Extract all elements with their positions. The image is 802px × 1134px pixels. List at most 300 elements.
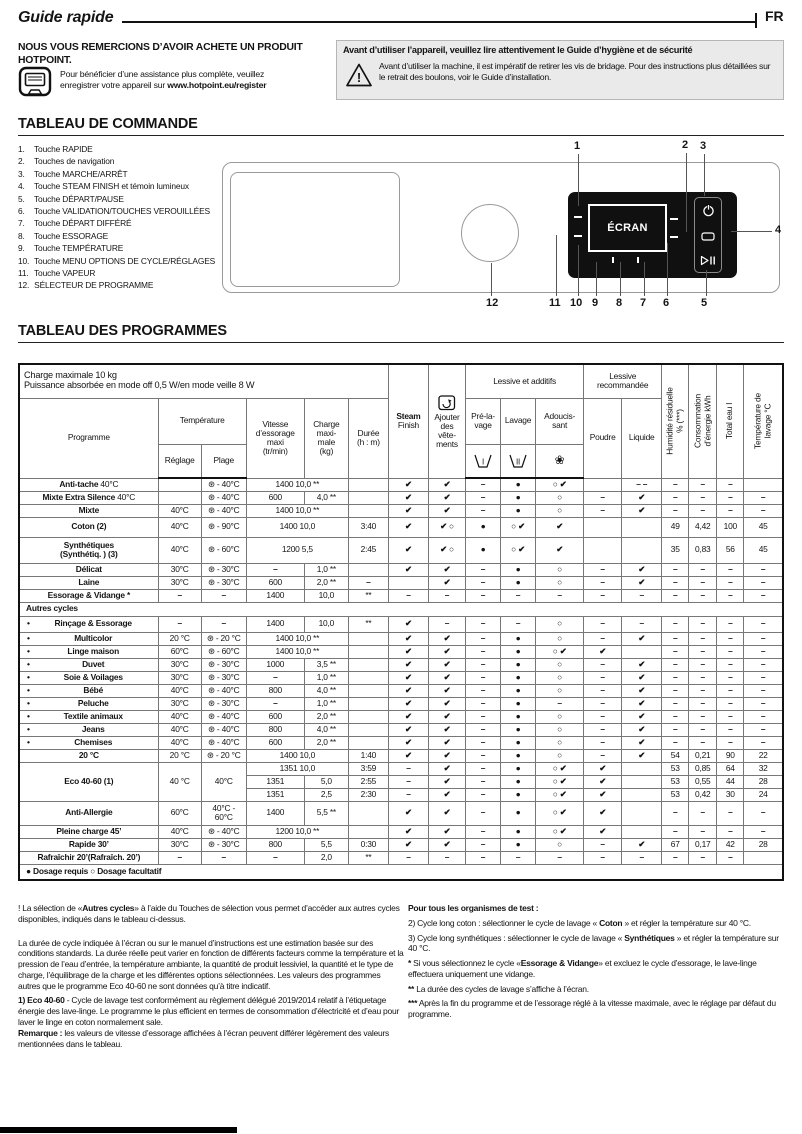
table-cell: – [744, 576, 783, 589]
table-cell: – [717, 504, 744, 517]
callout-line [556, 235, 557, 296]
table-cell: 32 [744, 762, 783, 775]
callout-line [706, 270, 707, 296]
table-cell: – [428, 851, 465, 864]
list-item: 9. Touche TEMPÉRATURE [18, 243, 124, 254]
table-cell: ○ [536, 736, 584, 749]
table-cell: ✔ ○ [428, 517, 465, 537]
table-cell: – [662, 710, 689, 723]
table-cell: ● [501, 788, 536, 801]
list-item: 2. Touches de navigation [18, 156, 115, 167]
callout-number: 2 [682, 139, 689, 151]
table-cell: – [662, 723, 689, 736]
table-cell: 60°C [158, 801, 201, 825]
list-item: 10. Touche MENU OPTIONS DE CYCLE/RÉGLAGES [18, 255, 216, 266]
table-cell: ● [466, 537, 501, 563]
table-cell: ○ [536, 684, 584, 697]
callout-line [578, 154, 579, 206]
table-row [19, 723, 783, 736]
table-cell: 60°C [158, 645, 201, 658]
table-cell: – [744, 684, 783, 697]
register-device-icon [18, 66, 54, 107]
table-cell: ⊛ - 30°C [201, 697, 246, 710]
table-cell: ✔ [584, 788, 622, 801]
table-cell: ✔ [622, 710, 662, 723]
callout-number: 1 [574, 140, 581, 152]
table-cell: ✔ [388, 478, 428, 491]
table-cell: – [717, 736, 744, 749]
table-cell: 0,42 [689, 788, 717, 801]
table-cell: ✔ [622, 658, 662, 671]
table-cell: – [662, 684, 689, 697]
footnote-paragraph: ** La durée des cycles de lavage s’affiche à l’écran. [408, 983, 589, 994]
table-cell [622, 645, 662, 658]
table-cell [348, 697, 388, 710]
table-cell: • Multicolor [19, 632, 158, 645]
table-cell: 40°C [158, 736, 201, 749]
table-row [19, 684, 783, 697]
table-cell: • Textile animaux [19, 710, 158, 723]
table-cell: – [744, 736, 783, 749]
footnote-paragraph: 2) Cycle long coton : sélectionner le cycle de lavage « Coton » et régler la température sur 40 °C. [408, 917, 751, 928]
table-cell: ● [501, 563, 536, 576]
table-cell: ✔ [428, 775, 465, 788]
page-footer-bar [0, 1127, 237, 1133]
table-cell: ✔ [428, 736, 465, 749]
table-cell: 1,0 ** [304, 563, 348, 576]
table-cell: 10,0 [304, 589, 348, 602]
table-cell: 40°C [158, 504, 201, 517]
table-cell: – [466, 491, 501, 504]
table-cell: 40°C [158, 710, 201, 723]
table-cell: 0,17 [689, 838, 717, 851]
table-cell: ○ [536, 616, 584, 632]
table-cell: ✔ ○ [428, 537, 465, 563]
table-cell: 1200 10,0 ** [246, 825, 348, 838]
table-cell: ✔ [584, 645, 622, 658]
table-cell: 2,0 ** [304, 576, 348, 589]
table-cell: ● [501, 723, 536, 736]
table-cell: 44 [717, 775, 744, 788]
table-cell: – [662, 658, 689, 671]
table-cell: 5,5 [304, 838, 348, 851]
table-cell: – [717, 671, 744, 684]
callout-number: 7 [640, 297, 647, 309]
table-cell: ✔ [622, 684, 662, 697]
thanks-title: NOUS VOUS REMERCIONS D’AVOIR ACHETE UN PRODUIT HOTPOINT. [18, 42, 303, 66]
table-cell: 53 [662, 775, 689, 788]
table-cell [348, 478, 388, 491]
table-cell: 1:40 [348, 749, 388, 762]
col-header-ajouter: Ajouter des vête- ments [428, 364, 465, 478]
table-cell: – [584, 616, 622, 632]
table-cell: – [744, 658, 783, 671]
svg-text:I: I [482, 457, 485, 467]
col-header-consommation: Consommation d’énergie kWh [689, 364, 717, 478]
table-cell: ✔ [428, 478, 465, 491]
table-cell: – [744, 616, 783, 632]
button-dash-icon [670, 218, 678, 220]
callout-number: 5 [701, 297, 708, 309]
table-cell: ✔ [536, 517, 584, 537]
table-cell: – [584, 491, 622, 504]
wash-tray-icon [501, 444, 536, 478]
footnote-paragraph: * Si vous sélectionnez le cycle «Essorage & Vidange» et excluez le cycle d’essorage, le lave-linge effectuera uniquement une vidange. [408, 958, 757, 979]
col-header-prelavage: Pré-la- vage [466, 398, 501, 444]
table-cell: – [717, 801, 744, 825]
table-cell: Synthétiques (Synthétiq. ) (3) [19, 537, 158, 563]
table-cell: 100 [717, 517, 744, 537]
table-cell: 45 [744, 517, 783, 537]
table-cell: ○ [536, 576, 584, 589]
table-cell: ✔ [428, 697, 465, 710]
col-header-humidite: Humidité résiduelle % (***) [662, 364, 689, 478]
button-tick-icon [612, 257, 614, 263]
table-cell: – [584, 697, 622, 710]
col-header-poudre: Poudre [584, 398, 622, 478]
table-cell: ✔ [388, 749, 428, 762]
table-cell: 1200 5,5 [246, 537, 348, 563]
footnotes-right [408, 903, 786, 1024]
table-cell: ● [501, 478, 536, 491]
footnote-paragraph: La durée de cycle indiquée à l’écran ou sur le manuel d’instructions est une estimation basée sur des conditions standards. La durée réelle peut varier en fonction de différents facteurs comme la température et la pression de l’eau d’entrée, la température ambiante, la quantité de produit lessiviel, la quantité et le type de charge, l’équilibrage de la charge et les différentes options sélectionnées. Les valeurs des programmes autres que le programme Eco 40-60 ne sont données qu’à titre indicatif. [18, 937, 404, 991]
table-cell: ● [501, 504, 536, 517]
table-cell: – [717, 616, 744, 632]
table-cell: 3:40 [348, 517, 388, 537]
table-cell: ✔ [428, 645, 465, 658]
table-cell: 1,0 ** [304, 671, 348, 684]
table-cell [744, 851, 783, 864]
table-cell: 64 [717, 762, 744, 775]
table-cell: – [662, 478, 689, 491]
table-cell: – [717, 851, 744, 864]
table-cell: – [689, 491, 717, 504]
table-cell: – [466, 589, 501, 602]
table-cell: ✔ [622, 563, 662, 576]
footnote-paragraph: ! La sélection de «Autres cycles» à l’aide du Touches de sélection vous permet d’accéder aux autres cycles disponibles, indiqués dans le tableau ci-dessus. [18, 903, 400, 924]
table-cell: – [689, 684, 717, 697]
table-cell: 1351 [246, 788, 304, 801]
table-cell: Essorage & Vidange * [19, 589, 158, 602]
callout-number: 4 [775, 224, 782, 236]
callout-line [578, 245, 579, 296]
table-row [19, 736, 783, 749]
table-cell: – [388, 589, 428, 602]
group-header-lessive-recommandee: Lessive recommandée [584, 364, 662, 398]
table-cell: 600 [246, 736, 304, 749]
table-cell: 20 °C [158, 749, 201, 762]
title-rule-tick [755, 13, 757, 28]
table-cell: 2,5 [304, 788, 348, 801]
table-cell: ✔ [388, 563, 428, 576]
table-cell: ✔ [584, 762, 622, 775]
callout-line [667, 243, 668, 296]
table-cell: ✔ [428, 723, 465, 736]
table-cell: ● [501, 684, 536, 697]
button-dash-icon [574, 235, 582, 237]
table-row [19, 749, 783, 762]
table-cell: 0,21 [689, 749, 717, 762]
add-clothes-icon [438, 394, 456, 411]
table-cell: ⊛ - 40°C [201, 736, 246, 749]
table-cell: • Jeans [19, 723, 158, 736]
table-cell: ✔ [622, 723, 662, 736]
callout-line [620, 262, 621, 296]
table-cell: Eco 40-60 (1) [19, 762, 158, 801]
table-cell: ✔ [388, 658, 428, 671]
table-cell: ● [501, 749, 536, 762]
table-cell: 20 °C [19, 749, 158, 762]
table-cell: ✔ [622, 504, 662, 517]
table-cell: 0,83 [689, 537, 717, 563]
table-cell [622, 801, 662, 825]
table-cell: ✔ [428, 838, 465, 851]
table-cell: – [662, 616, 689, 632]
table-cell: 600 [246, 710, 304, 723]
table-cell: 1,0 ** [304, 697, 348, 710]
table-cell: ○ [536, 749, 584, 762]
table-cell: 40°C [158, 825, 201, 838]
table-cell: 600 [246, 576, 304, 589]
table-cell: – [717, 645, 744, 658]
col-header-duree: Durée (h : m) [348, 398, 388, 478]
table-cell: 53 [662, 788, 689, 801]
table-cell: 22 [744, 749, 783, 762]
table-cell: ⊛ - 40°C [201, 491, 246, 504]
table-cell: ✔ [388, 537, 428, 563]
table-cell: – [662, 825, 689, 838]
table-cell: 0,55 [689, 775, 717, 788]
table-cell: 40°C [158, 684, 201, 697]
table-cell: – [466, 563, 501, 576]
table-cell: ✔ [428, 504, 465, 517]
table-cell: 40°C [158, 517, 201, 537]
table-cell: Coton (2) [19, 517, 158, 537]
table-cell: ✔ [428, 710, 465, 723]
table-cell: – [466, 658, 501, 671]
table-cell: Délicat [19, 563, 158, 576]
callout-number: 6 [663, 297, 670, 309]
table-cell [622, 537, 662, 563]
table-cell [348, 645, 388, 658]
list-item: 12. SÉLECTEUR DE PROGRAMME [18, 280, 154, 291]
table-cell: 4,0 ** [304, 491, 348, 504]
warning-text: Avant d’utiliser la machine, il est impératif de retirer les vis de bridage. Pour des instructions plus détaillées sur le retrait des boulons, voir le Guide d’installation. [379, 61, 771, 83]
list-item: 5. Touche DÉPART/PAUSE [18, 193, 124, 204]
table-cell: ⊛ - 20 °C [201, 749, 246, 762]
commande-rule [18, 135, 784, 136]
table-cell: 1400 10,0 ** [246, 504, 348, 517]
table-cell: 1400 [246, 589, 304, 602]
table-cell: – [466, 504, 501, 517]
table-cell: – [466, 723, 501, 736]
table-cell: – [158, 851, 201, 864]
table-cell: – [584, 563, 622, 576]
table-cell [348, 491, 388, 504]
table-cell: ● [501, 775, 536, 788]
table-row [19, 589, 783, 602]
callout-number: 3 [700, 140, 707, 152]
table-cell: ✔ [428, 576, 465, 589]
table-row [19, 697, 783, 710]
col-header-steam-finish: Steam Finish [388, 364, 428, 478]
table-cell: ✔ [428, 563, 465, 576]
table-cell: ○ ✔ [501, 517, 536, 537]
table-cell: 10,0 [304, 616, 348, 632]
table-cell: ● [501, 576, 536, 589]
table-cell: – [662, 491, 689, 504]
table-cell: – [662, 504, 689, 517]
table-cell [348, 710, 388, 723]
table-cell: ** [348, 589, 388, 602]
table-cell: – [717, 684, 744, 697]
table-cell: ✔ [428, 671, 465, 684]
footnote-paragraph: 1) Eco 40-60 - Cycle de lavage test conformément au règlement délégué 2019/2014 relatif à l’étiquetage énergie des lave-linge. Le programme le plus efficient en termes de consommation d’électricité et d’eau pour laver le linge en coton normalement sale. Remarque : les valeurs de vitesse d’essorage affichées à l’écran peuvent différer légèrement des valeurs mentionnées dans le tableau. [18, 995, 400, 1049]
table-cell: 1400 10,0 [246, 517, 348, 537]
table-cell: – [622, 589, 662, 602]
table-cell: ✔ [388, 671, 428, 684]
table-cell: – [201, 589, 246, 602]
table-cell: – [466, 838, 501, 851]
table-cell: – [662, 632, 689, 645]
callout-line [704, 154, 705, 196]
table-cell: 30°C [158, 658, 201, 671]
table-cell: – [662, 801, 689, 825]
table-cell: ⊛ - 90°C [201, 517, 246, 537]
table-cell: – [744, 589, 783, 602]
table-cell: ✔ [388, 684, 428, 697]
table-cell: • Rinçage & Essorage [19, 616, 158, 632]
list-item: 8. Touche ESSORAGE [18, 230, 109, 241]
table-cell: 30°C [158, 576, 201, 589]
table-cell: – [466, 775, 501, 788]
table-cell: – [584, 589, 622, 602]
table-row [19, 537, 783, 563]
table-cell: – [689, 825, 717, 838]
table-cell: – [717, 697, 744, 710]
table-cell: 1400 10,0 ** [246, 478, 348, 491]
table-cell: – [584, 710, 622, 723]
table-cell: – [246, 671, 304, 684]
table-cell: ○ [536, 658, 584, 671]
table-cell: – [584, 736, 622, 749]
col-header-plage: Plage [201, 444, 246, 478]
button-dash-icon [574, 216, 582, 218]
title-rule [122, 21, 755, 23]
table-cell: 1351 [246, 775, 304, 788]
table-cell: ✔ [622, 491, 662, 504]
table-cell: 5,0 [304, 775, 348, 788]
table-row [19, 517, 783, 537]
table-cell: 40 °C [158, 762, 201, 801]
table-cell: ✔ [388, 504, 428, 517]
table-row [19, 632, 783, 645]
table-cell: 24 [744, 788, 783, 801]
table-cell: – [662, 736, 689, 749]
table-cell: ● [501, 697, 536, 710]
table-cell: ○ ✔ [536, 788, 584, 801]
table-cell: – [662, 697, 689, 710]
table-cell: ○ ✔ [536, 801, 584, 825]
table-cell: ○ ✔ [536, 478, 584, 491]
table-cell: 40°C [201, 762, 246, 801]
table-cell: • Bébé [19, 684, 158, 697]
table-cell: ⊛ - 30°C [201, 576, 246, 589]
table-cell: 1400 [246, 801, 304, 825]
callout-line [596, 262, 597, 296]
table-cell: – [662, 563, 689, 576]
callout-number: 10 [570, 297, 583, 309]
table-cell: 28 [744, 775, 783, 788]
display-button-icon [701, 232, 715, 241]
list-item: 11. Touche VAPEUR [18, 268, 96, 279]
table-cell [584, 517, 622, 537]
table-cell [158, 491, 201, 504]
table-cell: ○ ✔ [536, 645, 584, 658]
table-cell: – [744, 825, 783, 838]
table-cell: – [689, 478, 717, 491]
col-header-liquide: Liquide [622, 398, 662, 478]
footnote-paragraph: Pour tous les organismes de test : [408, 903, 539, 913]
callout-number: 8 [616, 297, 623, 309]
table-cell: – [717, 478, 744, 491]
table-cell: ● [501, 825, 536, 838]
col-header-charge: Charge maxi- male (kg) [304, 398, 348, 478]
table-cell: – [717, 710, 744, 723]
table-cell: ○ ✔ [536, 825, 584, 838]
table-cell: – [388, 788, 428, 801]
programmes-table [18, 363, 784, 881]
table-cell: ✔ [428, 801, 465, 825]
table-cell: ✔ [428, 658, 465, 671]
table-cell: ○ [536, 563, 584, 576]
table-cell: – [584, 723, 622, 736]
table-cell: – [662, 589, 689, 602]
table-cell: 2,0 [304, 851, 348, 864]
table-cell: – [466, 671, 501, 684]
table-cell: – [689, 801, 717, 825]
table-cell: 53 [662, 762, 689, 775]
table-cell: 28 [744, 838, 783, 851]
table-cell: – [201, 851, 246, 864]
table-cell: – [536, 589, 584, 602]
table-cell: ⊛ - 30°C [201, 563, 246, 576]
table-cell: – [584, 838, 622, 851]
table-row [19, 851, 783, 864]
table-cell: ✔ [428, 491, 465, 504]
callout-number: 9 [592, 297, 599, 309]
table-cell: – [466, 801, 501, 825]
table-cell: 4,42 [689, 517, 717, 537]
table-row [19, 616, 783, 632]
table-cell: 3,5 ** [304, 658, 348, 671]
table-cell: 54 [662, 749, 689, 762]
table-cell: Mixte [19, 504, 158, 517]
table-cell: – [388, 851, 428, 864]
button-dash-icon [670, 236, 678, 238]
table-cell: ✔ [388, 736, 428, 749]
table-cell: – [466, 645, 501, 658]
control-panel [568, 192, 737, 278]
display-screen: ÉCRAN [588, 204, 667, 252]
warning-triangle-icon [345, 62, 373, 93]
table-cell: ✔ [388, 723, 428, 736]
table-cell: 1351 10,0 [246, 762, 348, 775]
table-cell: – [689, 632, 717, 645]
table-cell: ✔ [388, 710, 428, 723]
table-cell: 0:30 [348, 838, 388, 851]
power-icon [702, 204, 715, 217]
